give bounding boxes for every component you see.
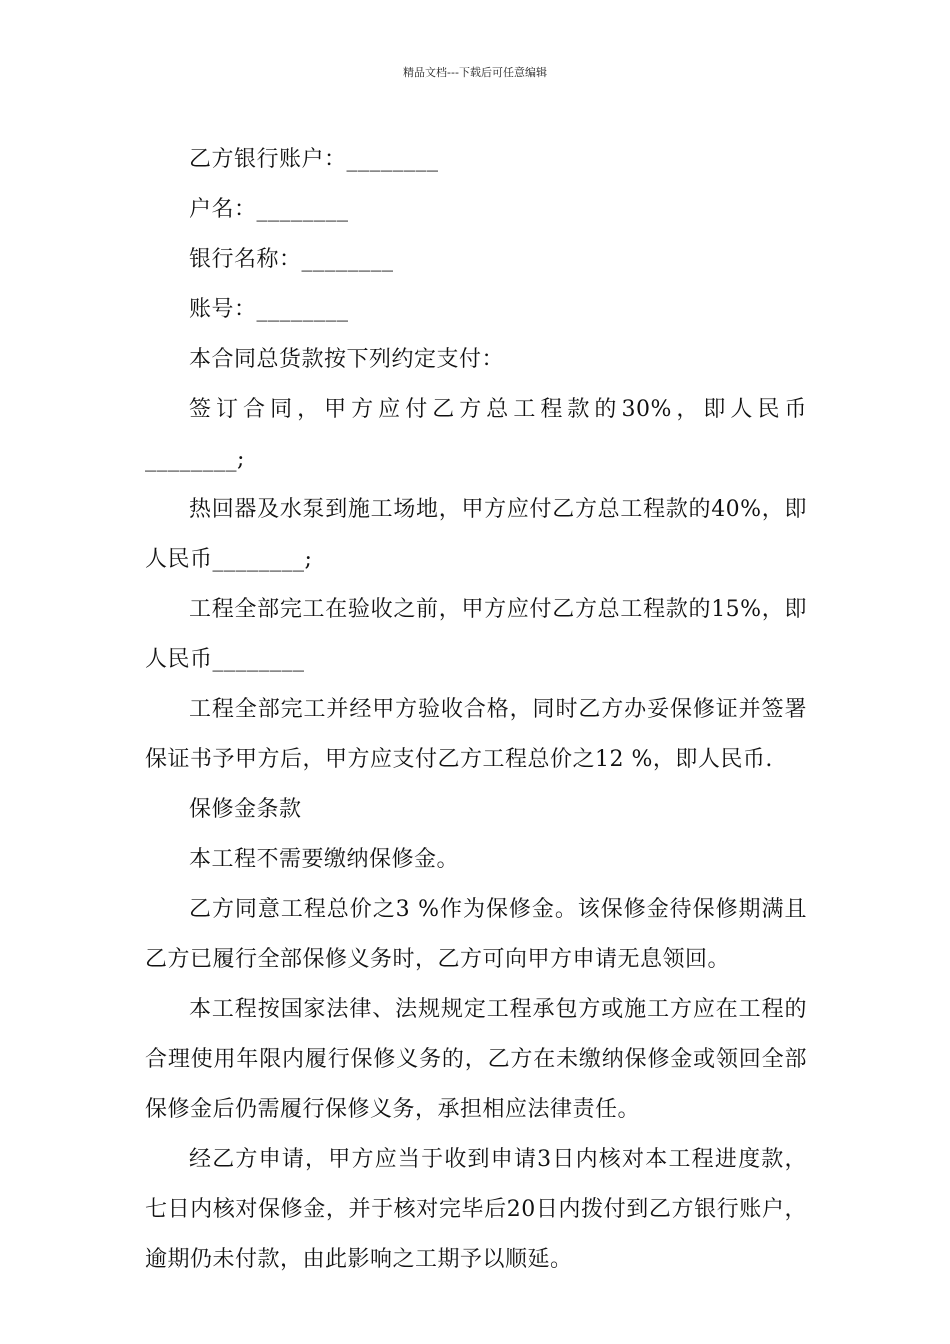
paragraph-payment-30: 签订合同，甲方应付乙方总工程款的30%，即人民币________; — [145, 397, 807, 472]
paragraph-bank-account: 乙方银行账户：________ — [189, 147, 439, 172]
paragraph-warranty-obligation: 本工程按国家法律、法规规定工程承包方或施工方应在工程的合理使用年限内履行保修义务的，乙方在未缴纳保修金或领回全部保修金后仍需履行保修义务，承担相应法律责任。 — [145, 997, 807, 1122]
paragraph-payment-terms-intro: 本合同总货款按下列约定支付： — [189, 347, 505, 372]
paragraph-application-timeline: 经乙方申请，甲方应当于收到申请3日内核对本工程进度款，七日内核对保修金，并于核对完毕后20日内拨付到乙方银行账户，逾期仍未付款，由此影响之工期予以顺延。 — [145, 1147, 807, 1272]
paragraph-bank-name: 银行名称：________ — [189, 247, 394, 272]
paragraph-payment-15: 工程全部完工在验收之前，甲方应付乙方总工程款的15%，即人民币________ — [145, 597, 807, 672]
paragraph-no-deposit: 本工程不需要缴纳保修金。 — [189, 847, 460, 872]
paragraph-account-number: 账号：________ — [189, 297, 349, 322]
section-heading-warranty-deposit: 保修金条款 — [189, 797, 302, 822]
paragraph-payment-12: 工程全部完工并经甲方验收合格，同时乙方办妥保修证并签署保证书予甲方后，甲方应支付乙方工程总价之12 %，即人民币. — [145, 697, 807, 772]
paragraph-payment-40: 热回器及水泵到施工场地，甲方应付乙方总工程款的40%，即人民币________; — [145, 497, 807, 572]
paragraph-account-name: 户名：________ — [189, 197, 349, 222]
page-header: 精品文档---下载后可任意编辑 — [403, 66, 547, 79]
document-body — [145, 135, 807, 1285]
paragraph-deposit-3-percent: 乙方同意工程总价之3 %作为保修金。该保修金待保修期满且乙方已履行全部保修义务时，乙方可向甲方申请无息领回。 — [145, 897, 807, 972]
